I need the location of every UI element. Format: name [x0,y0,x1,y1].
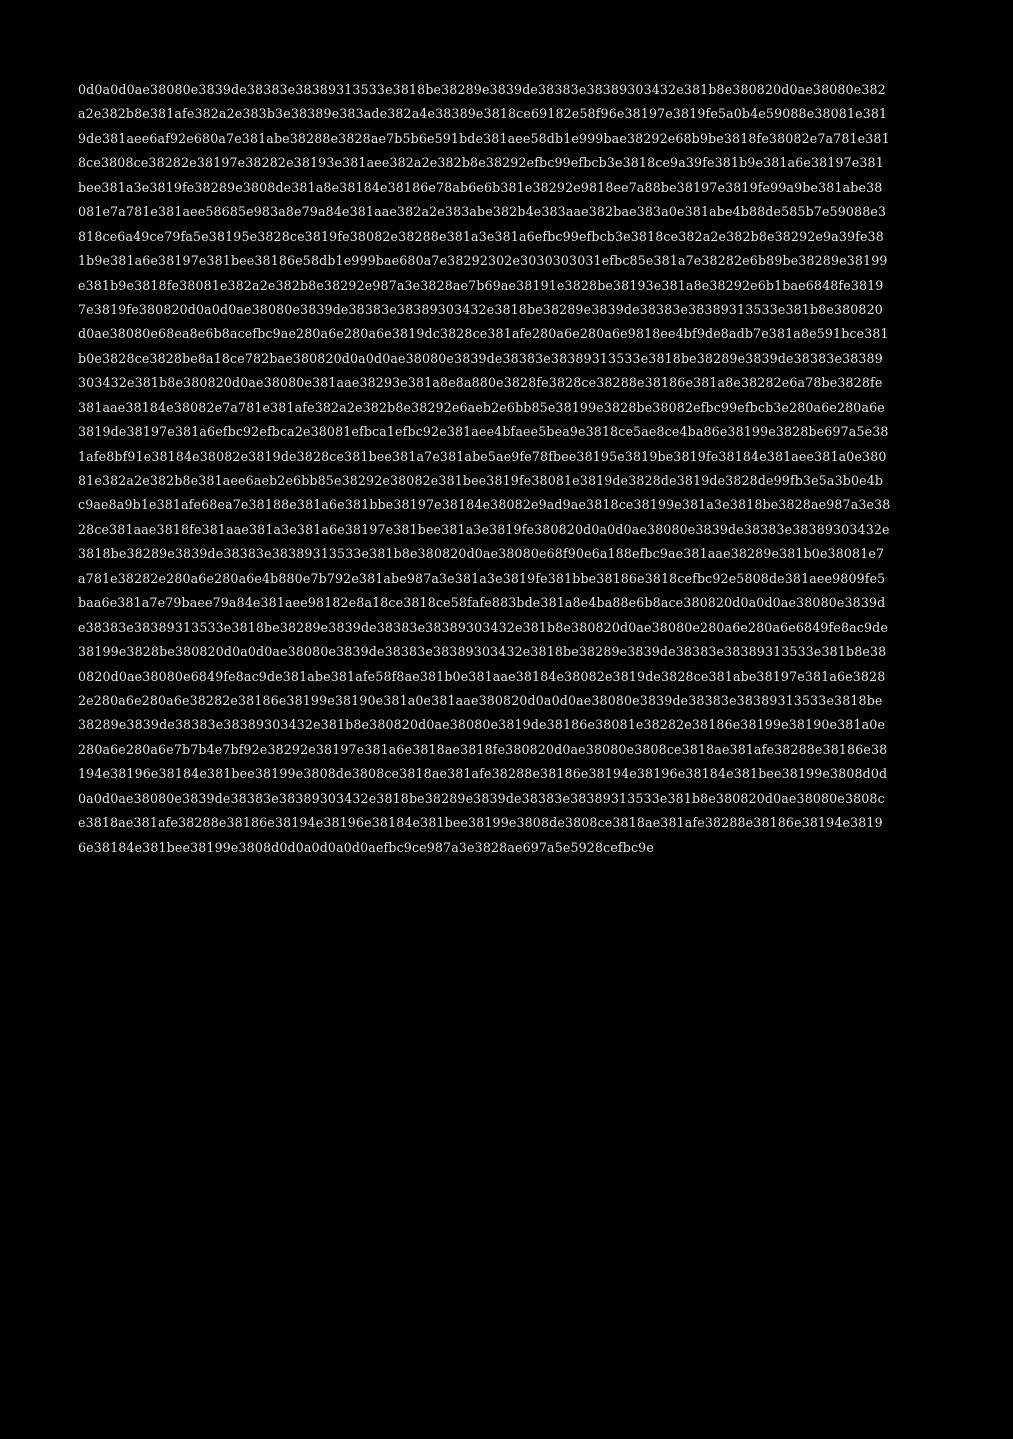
text-line: b0e3828ce3828be8a18ce782bae380820d0a0d0ae38080e3839de38383e38389313533e3818be38289e3839de38383e38389 [78,350,883,366]
text-line: 9de381aee6af92e680a7e381abe38288e3828ae7b5b6e591bde381aee58db1e999bae38292e68b9be3818fe38082e7a781e381 [78,130,890,146]
text-line: 194e38196e38184e381bee38199e3808de3808ce3818ae381afe38288e38186e38194e38196e38184e381bee38199e3808d0d [78,766,888,782]
text-line: 2e280a6e280a6e38282e38186e38199e38190e381a0e381aae380820d0a0d0ae38080e3839de38383e38389313533e3818be [78,692,883,708]
text-line: 081e7a781e381aee58685e983a8e79a84e381aae382a2e383abe382b4e383aae382bae383a0e381abe4b88de585b7e59088e3 [78,204,887,220]
text-line: a2e382b8e381afe382a2e383b3e38389e383ade382a4e38389e3818ce69182e58f96e38197e3819fe5a0b4e59088e38081e381 [78,106,888,122]
text-line: e38383e38389313533e3818be38289e3839de38383e38389303432e381b8e380820d0ae38080e280a6e280a6e6849fe8ac9de [78,619,888,635]
text-line: 7e3819fe380820d0a0d0ae38080e3839de38383e38389303432e3818be38289e3839de38383e38389313533e381b8e380820 [78,301,883,317]
text-line: 0a0d0ae38080e3839de38383e38389303432e3818be38289e3839de38383e38389313533e381b8e380820d0ae38080e3808c [78,790,885,806]
text-line: d0ae38080e68ea8e6b8acefbc9ae280a6e280a6e3819dc3828ce381afe280a6e280a6e9818ee4bf9de8adb7e381a8e591bce381 [78,326,889,342]
text-line: 381aae38184e38082e7a781e381afe382a2e382b8e38292e6aeb2e6bb85e38199e3828be38082efbc99efbcb3e280a6e280a6e [78,399,885,415]
text-line: 303432e381b8e380820d0ae38080e381aae38293e381a8e8a880e3828fe3828ce38288e38186e381a8e38282e6a78be3828fe [78,375,883,391]
text-line: 6e38184e381bee38199e3808d0d0a0d0a0d0aefbc9ce987a3e3828ae697a5e5928cefbc9e [78,839,654,855]
text-line: a781e38282e280a6e280a6e4b880e7b792e381abe987a3e381a3e3819fe381bbe38186e3818cefbc92e5808de381aee9809fe5 [78,570,886,586]
text-line: baa6e381a7e79baee79a84e381aee98182e8a18ce3818ce58fafe883bde381a8e4ba88e6b8ace380820d0a0d0ae38080e3839d [78,595,886,611]
text-line: 38199e3828be380820d0a0d0ae38080e3839de38383e38389303432e3818be38289e3839de38383e38389313533e381b8e38 [78,644,887,660]
text-line: c9ae8a9b1e381afe68ea7e38188e381a6e381bbe38197e38184e38082e9ad9ae3818ce38199e381a3e3818be3828ae987a3e38 [78,497,891,513]
text-line: 81e382a2e382b8e381aee6aeb2e6bb85e38292e38082e381bee3819fe38081e3819de3828de3819de3828de99fb3e5a3b0e4b [78,473,884,488]
text-line: 8ce3808ce38282e38197e38282e38193e381aee382a2e382b8e38292efbc99efbcb3e3818ce9a39fe381b9e381a6e38197e381 [78,155,884,171]
text-line: bee381a3e3819fe38289e3808de381a8e38184e38186e78ab6e6b381e38292e9818ee7a88be38197e3819fe99a9be381abe38 [78,179,883,195]
text-line: 3819de38197e381a6efbc92efbca2e38081efbca1efbc92e381aee4bfaee5bea9e3818ce5ae8ce4ba86e38199e3828be697a5e38 [78,424,889,440]
text-line: e3818ae381afe38288e38186e38194e38196e38184e381bee38199e3808de3808ce3818ae381afe38288e38186e38194e3819 [78,815,883,831]
hex-text-body [78,78,938,860]
text-line: 1b9e381a6e38197e381bee38186e58db1e999bae680a7e38292302e3030303031efbc85e381a7e38282e6b89be38289e38199 [78,253,888,269]
text-line: 38289e3839de38383e38389303432e381b8e380820d0ae38080e3819de38186e38081e38282e38186e38199e38190e381a0e [78,717,886,733]
text-line: 3818be38289e3839de38383e38389313533e381b8e380820d0ae38080e68f90e6a188efbc9ae381aae38289e381b0e38081e7 [78,546,885,562]
text-line: 1afe8bf91e38184e38082e3819de3828ce381bee381a7e381abe5ae9fe78fbee38195e3819be3819fe38184e381aee381a0e380 [78,448,887,464]
text-line: 280a6e280a6e7b7b4e7bf92e38292e38197e381a6e3818ae3818fe380820d0ae38080e3808ce3818ae381afe38288e38186e38 [78,741,888,757]
text-line: 0820d0ae38080e6849fe8ac9de381abe381afe58f8ae381b0e381aae38184e38082e3819de3828ce381abe38197e381a6e3828 [78,668,886,684]
text-line: 0d0a0d0ae38080e3839de38383e38389313533e3818be38289e3839de38383e38389303432e381b8e380820d0ae38080e382 [78,82,886,97]
text-line: 28ce381aae3818fe381aae381a3e381a6e38197e381bee381a3e3819fe380820d0a0d0ae38080e3839de38383e38389303432e [78,521,890,537]
text-line: 818ce6a49ce79fa5e38195e3828ce3819fe38082e38288e381a3e381a6efbc99efbcb3e3818ce382a2e382b8e38292e9a39fe38 [78,228,884,244]
text-line: e381b9e3818fe38081e382a2e382b8e38292e987a3e3828ae7b69ae38191e3828be38193e381a8e38292e6b1bae6848fe3819 [78,277,884,293]
